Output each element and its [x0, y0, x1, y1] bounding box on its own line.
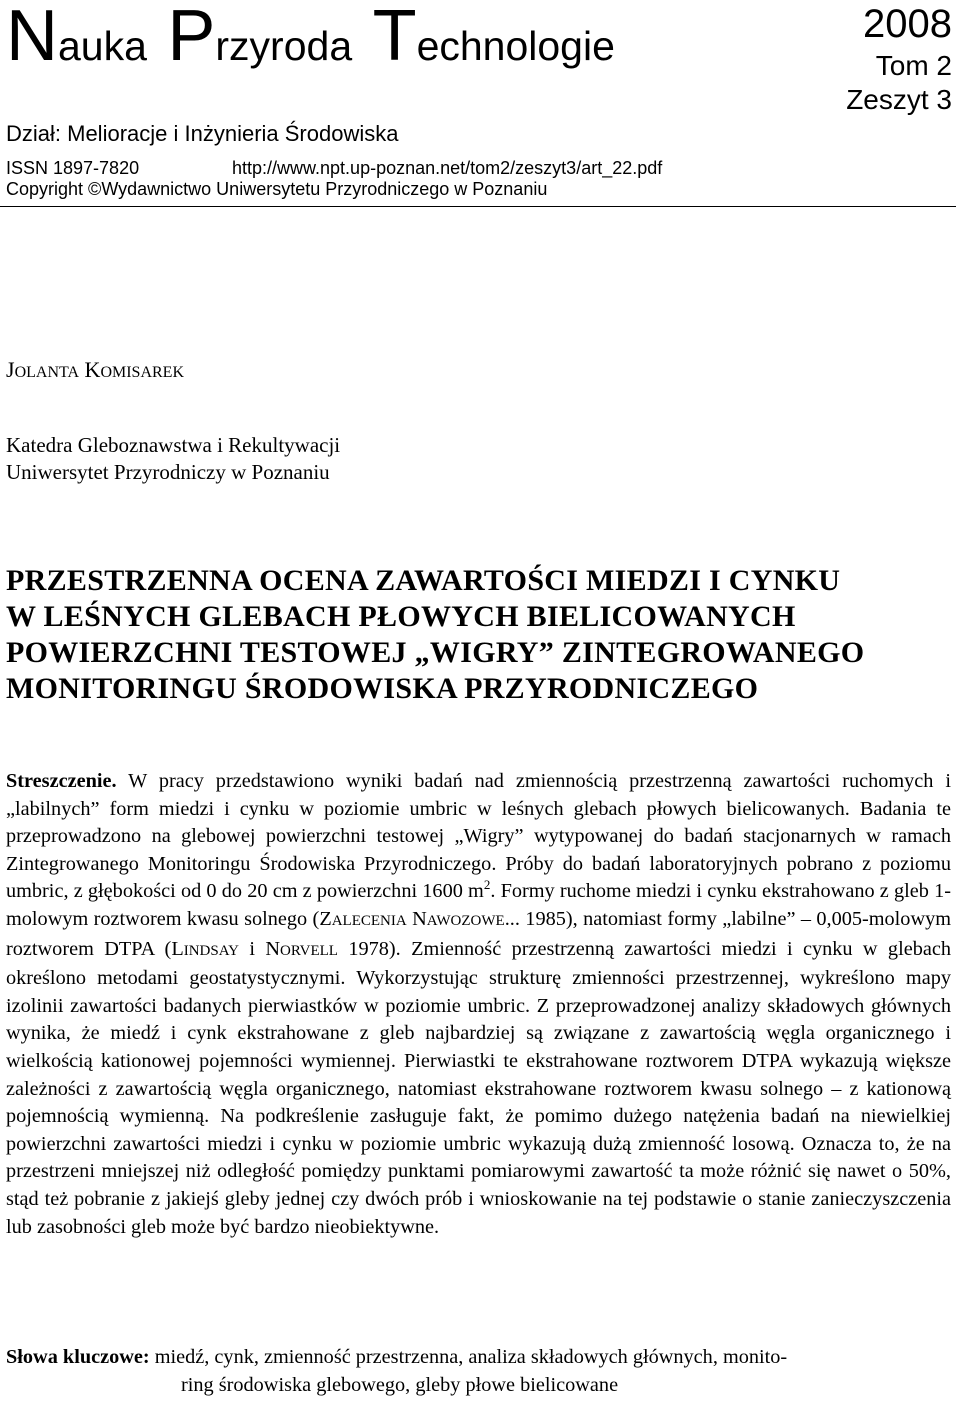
affiliation	[6, 432, 340, 486]
abstract-text: . Formy ruchome miedzi i cynku ekstrahowano z gleb 1-molowym roztworem kwasu solnego (	[6, 880, 951, 930]
author-first-rest: OLANTA	[14, 364, 80, 381]
author-last-rest: OMISAREK	[100, 364, 184, 381]
citation-smallcaps: ORVELL	[280, 942, 338, 959]
abstract	[6, 768, 951, 1241]
title-line: MONITORINGU ŚRODOWISKA PRZYRODNICZEGO	[6, 672, 759, 705]
abstract-text: 1978). Zmienność przestrzenną zawartości miedzi i cynku w glebach określono metodami geostatystycznymi. Wykorzystując strukturę zmienności przestrzennej, wykreślono mapy izolinii zawartości badanych pierwiastków w poziomie umbric. Z przeprowadzonej analizy składowych głównych wynika, że miedź i cynk ekstrahowane z gleb najbardziej są związane z zawartością węgla organicznego i wielkością kationowej pojemności wymiennej. Pierwiastki te ekstrahowane roztworem DTPA wykazują większe zależności z zawartością węgla organicznego, natomiast ekstrahowane roztworem kwasu solnego – z kationową pojemnością wymienną. Na podkreślenie zasługuje fakt, że pomimo dużego natężenia badań na niewielkiej powierzchni zawartości miedzi i cynku w poziomie umbric wykazują dużą zmienność losową. Oznacza to, że na przestrzeni mniejszej niż odległość pomiędzy punktami pomiarowymi zawartość ta może różnić się nawet o 50%, stąd też pobranie z jakiejś gleby jednej czy dwóch prób i wnioskowanie na tej podstawie o stanie zanieczyszczenia lub zasobności gleb może być bardzo nieobiektywne.	[6, 937, 951, 1238]
author-first-initial: J	[6, 357, 15, 382]
citation-zalecenia	[319, 908, 504, 930]
header-divider	[0, 206, 956, 207]
title-line: W LEŚNYCH GLEBACH PŁOWYCH BIELICOWANYCH	[6, 600, 796, 633]
journal-name-rest: auka	[58, 23, 147, 69]
copyright-label: Copyright	[6, 179, 89, 199]
citation-cap: Z	[319, 907, 332, 930]
section-label: Dział: Melioracje i Inżynieria Środowiska	[6, 121, 399, 146]
keywords-text: miedź, cynk, zmienność przestrzenna, analiza składowych głównych, monito-	[149, 1346, 788, 1368]
abstract-label: Streszczenie.	[6, 770, 117, 792]
title-line: PRZESTRZENNA OCENA ZAWARTOŚCI MIEDZI I CYNKU	[6, 564, 841, 597]
citation-cap: N	[265, 937, 281, 960]
journal-name-initial: N	[6, 0, 58, 76]
issn: ISSN 1897-7820	[6, 158, 140, 178]
affiliation-university: Uniwersytet Przyrodniczy w Poznaniu	[6, 460, 330, 484]
copyright-icon: ©	[88, 179, 102, 199]
article-url-link[interactable]: http://www.npt.up-poznan.net/tom2/zeszyt3/art_22.pdf	[232, 158, 663, 178]
keywords	[6, 1343, 951, 1399]
copyright-line	[6, 179, 547, 200]
citation-smallcaps: INDSAY	[183, 942, 239, 959]
keywords-line	[6, 1343, 951, 1371]
affiliation-department: Katedra Gleboznawstwa i Rekultywacji	[6, 433, 341, 457]
volume-tom: Tom 2	[875, 50, 952, 81]
journal-name-rest: rzyroda	[215, 23, 353, 69]
author-name	[6, 357, 184, 383]
volume-zeszyt: Zeszyt 3	[846, 84, 952, 115]
citation-cap: L	[171, 937, 184, 960]
author-last-initial: K	[84, 357, 101, 382]
citation-conjunction: i	[239, 937, 266, 960]
citation-smallcaps: AWOZOWE	[426, 912, 505, 929]
citation-cap: N	[406, 907, 427, 930]
keywords-label: Słowa kluczowe:	[6, 1346, 150, 1368]
abstract-text: W pracy przedstawiono wyniki badań nad zmiennością przestrzenną zawartości ruchomych i „labilnych” form miedzi i cynku w poziomie umbric w leśnych glebach płowych bielicowanych. Badania te przeprowadzono na glebowej powierzchni testowej „Wigry” wytypowanej do badań stacjonarnych w ramach Zintegrowanego Monitoringu Środowiska Przyrodniczego. Próby do badań laboratoryjnych pobrano z poziomu umbric, z głębokości od 0 do 20 cm z powierzchni 1600 m	[6, 770, 951, 903]
abstract-text: ... 1985), natomiast formy „labilne” – 0,005-molowym roztworem DTPA (	[6, 907, 952, 960]
keywords-text: ring środowiska glebowego, gleby płowe bielicowane	[181, 1374, 619, 1396]
journal-name-initial: T	[372, 0, 417, 76]
title-line: POWIERZCHNI TESTOWEJ „WIGRY” ZINTEGROWANEGO	[6, 636, 865, 669]
journal-name-rest: echnologie	[416, 23, 615, 69]
volume-year: 2008	[863, 2, 952, 46]
citation-smallcaps: ALECENIA	[331, 912, 407, 929]
citation-lindsay-norvell	[171, 938, 338, 960]
journal-name	[6, 0, 631, 76]
abstract-superscript: 2	[483, 877, 491, 893]
article-title	[6, 563, 946, 707]
copyright-publisher: Wydawnictwo Uniwersytetu Przyrodniczego w Poznaniu	[101, 179, 548, 199]
volume-info	[846, 4, 952, 114]
journal-name-initial: P	[167, 0, 216, 76]
issn-line	[6, 158, 663, 179]
